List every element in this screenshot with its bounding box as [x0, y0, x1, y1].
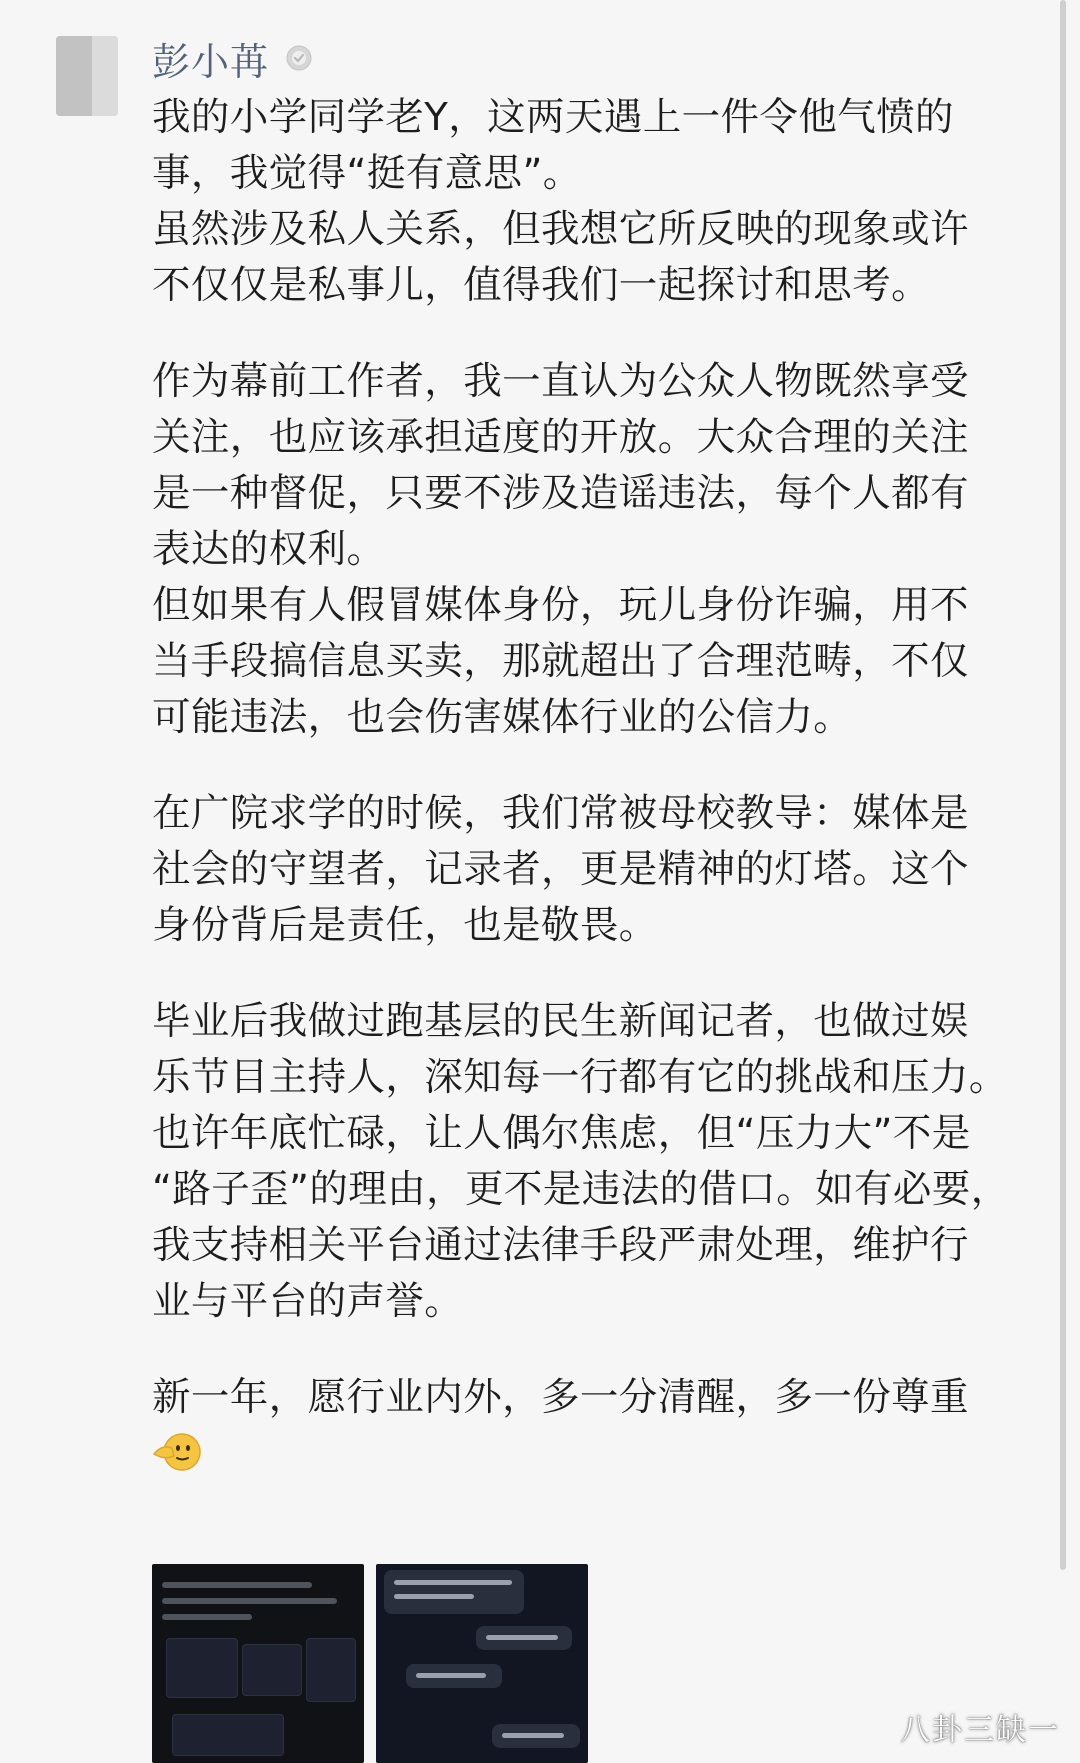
text-line: 业与平台的声誉。 — [152, 1279, 464, 1324]
text-line: 可能违法，也会伤害媒体行业的公信力。 — [152, 695, 853, 740]
text-line: “路子歪”的理由，更不是违法的借口。如有必要， — [152, 1167, 1010, 1212]
chat-bubble — [406, 1664, 502, 1688]
author-row — [152, 30, 313, 86]
screenshot-thumbnail[interactable] — [376, 1564, 588, 1763]
verified-badge-icon — [285, 44, 313, 72]
image-attachments — [152, 1564, 592, 1763]
chat-bubble — [492, 1724, 580, 1748]
blurred-text — [162, 1582, 312, 1588]
text-line: 我的小学同学老Y，这两天遇上一件令他气愤的 — [152, 95, 954, 140]
paragraph-gap — [152, 1330, 1052, 1370]
author-name[interactable]: 彭小苒 — [152, 39, 270, 84]
chat-bubble — [384, 1570, 524, 1614]
avatar[interactable] — [56, 36, 118, 116]
avatar-blur-left — [56, 36, 92, 116]
watermark: 八卦三缺一 — [900, 1713, 1060, 1748]
post-body — [152, 90, 1052, 1482]
pointing-face-emoji — [152, 1463, 204, 1482]
blurred-panel — [306, 1638, 356, 1702]
emoji-line — [152, 1426, 1052, 1482]
text-line: 但如果有人假冒媒体身份，玩儿身份诈骗，用不 — [152, 583, 969, 628]
text-line: 身份背后是责任，也是敬畏。 — [152, 903, 658, 948]
scrollbar[interactable] — [1060, 0, 1066, 1570]
screenshot-thumbnail[interactable] — [152, 1564, 364, 1763]
blurred-panel — [242, 1644, 302, 1696]
blurred-text — [162, 1598, 337, 1604]
text-line: 虽然涉及私人关系，但我想它所反映的现象或许 — [152, 207, 969, 252]
paragraph — [152, 994, 1052, 1330]
text-line: 新一年，愿行业内外，多一分清醒，多一份尊重 — [152, 1375, 969, 1420]
text-line: 毕业后我做过跑基层的民生新闻记者，也做过娱 — [152, 999, 969, 1044]
paragraph-gap — [152, 746, 1052, 786]
blurred-panel — [166, 1638, 238, 1698]
text-line: 乐节目主持人，深知每一行都有它的挑战和压力。 — [152, 1055, 1008, 1100]
text-line: 也许年底忙碌，让人偶尔焦虑，但“压力大”不是 — [152, 1111, 971, 1156]
paragraph — [152, 786, 1052, 954]
text-line: 是一种督促，只要不涉及造谣违法，每个人都有 — [152, 471, 969, 516]
text-line: 表达的权利。 — [152, 527, 386, 572]
paragraph — [152, 354, 1052, 746]
text-line: 我支持相关平台通过法律手段严肃处理，维护行 — [152, 1223, 969, 1268]
blurred-panel — [172, 1714, 284, 1756]
text-line: 关注，也应该承担适度的开放。大众合理的关注 — [152, 415, 969, 460]
blurred-text — [162, 1614, 252, 1620]
paragraph — [152, 1370, 1052, 1426]
paragraph-gap — [152, 314, 1052, 354]
paragraph — [152, 90, 1052, 314]
text-line: 社会的守望者，记录者，更是精神的灯塔。这个 — [152, 847, 969, 892]
chat-bubble — [476, 1626, 572, 1650]
text-line: 不仅仅是私事儿，值得我们一起探讨和思考。 — [152, 263, 931, 308]
text-line: 在广院求学的时候，我们常被母校教导：媒体是 — [152, 791, 969, 836]
avatar-blur-right — [92, 36, 118, 116]
text-line: 作为幕前工作者，我一直认为公众人物既然享受 — [152, 359, 969, 404]
text-line: 事，我觉得“挺有意思”。 — [152, 151, 582, 196]
text-line: 当手段搞信息买卖，那就超出了合理范畴，不仅 — [152, 639, 969, 684]
paragraph-gap — [152, 954, 1052, 994]
